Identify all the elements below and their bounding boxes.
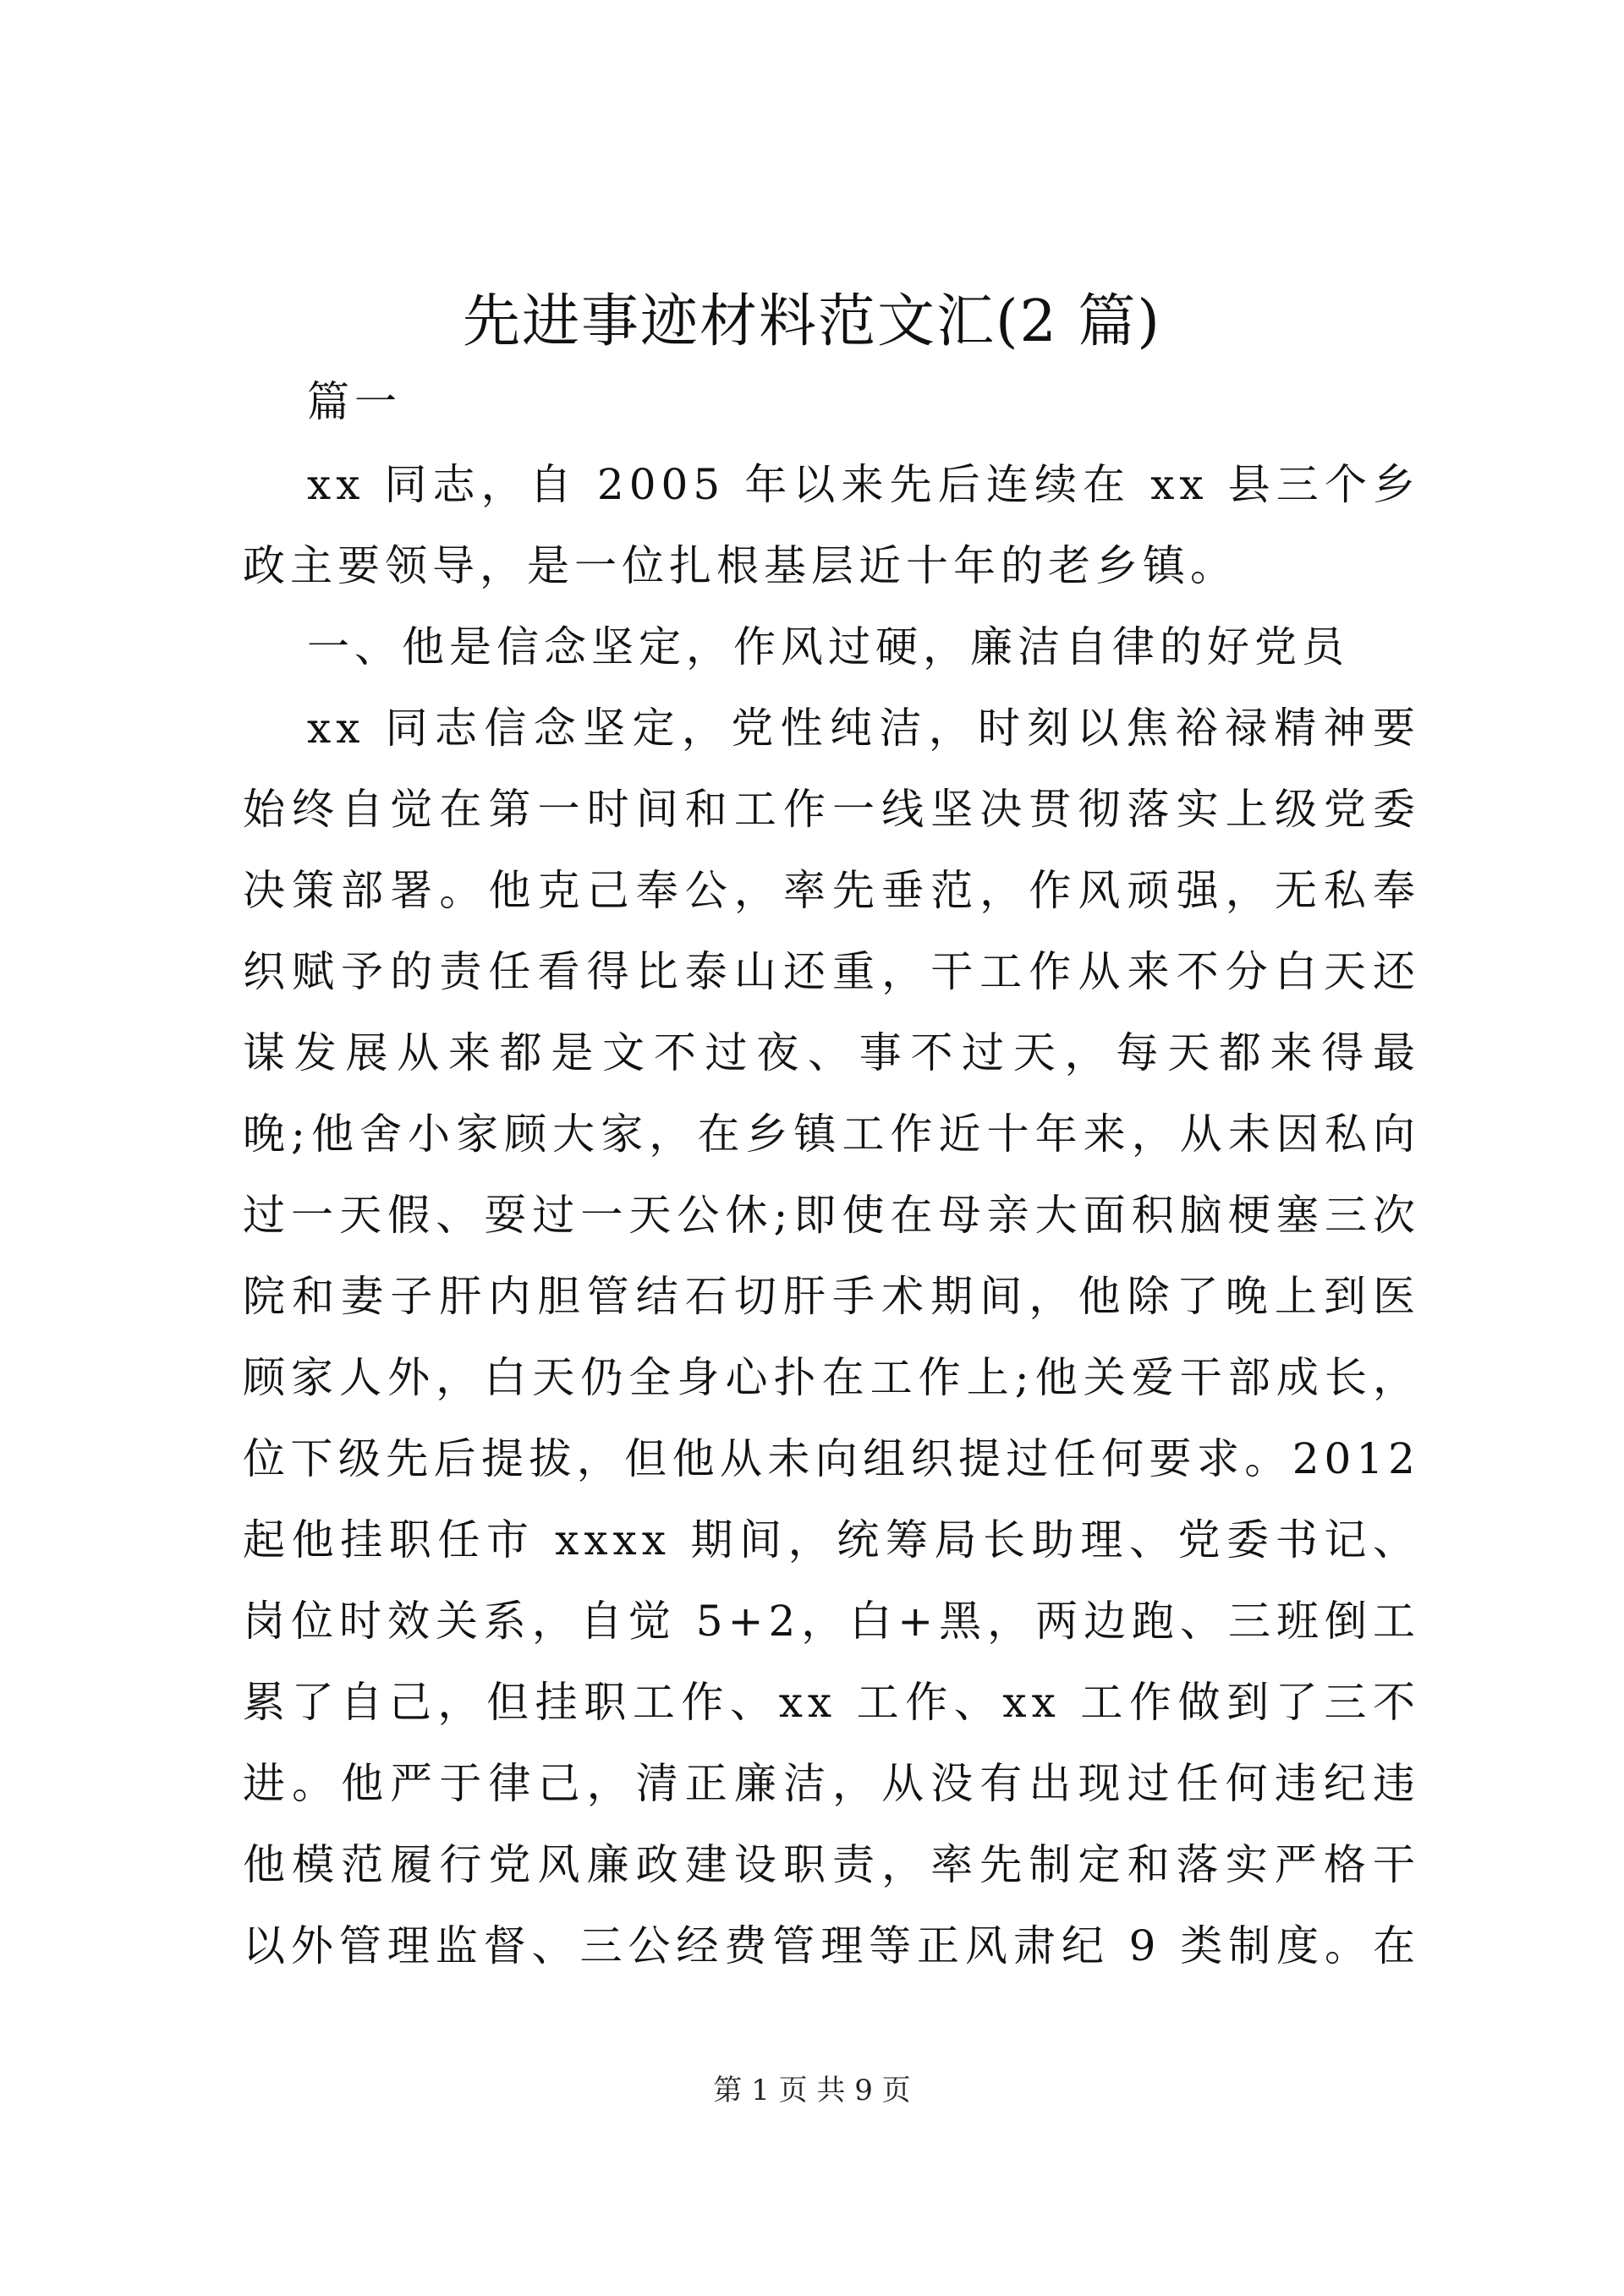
page-title: 先进事迹材料范文汇(2 篇) <box>463 288 1161 355</box>
paragraph-line: 顾家人外，白天仍全身心扑在工作上;他关爱干部成长， <box>243 1353 1420 1402</box>
paragraph-line: 岗位时效关系，自觉 5+2，白+黑，两边跑、三班倒工 <box>243 1597 1420 1646</box>
paragraph-line: 院和妻子肝内胆管结石切肝手术期间，他除了晚上到医 <box>243 1272 1420 1321</box>
paragraph-line: 过一天假、耍过一天公休;即使在母亲大面积脑梗塞三次 <box>243 1191 1420 1240</box>
paragraph-line: xx 同志信念坚定，党性纯洁，时刻以焦裕禄精神要 <box>307 704 1420 753</box>
paragraph-line: 决策部署。他克己奉公，率先垂范，作风顽强，无私奉 <box>243 866 1420 915</box>
paragraph-line: 晚;他舍小家顾大家，在乡镇工作近十年来，从未因私向 <box>243 1110 1420 1159</box>
paragraph-line: 织赋予的责任看得比泰山还重，干工作从来不分白天还 <box>243 947 1420 996</box>
page-footer: 第 1 页 共 9 页 <box>713 2074 911 2107</box>
subheading: 一、他是信念坚定，作风过硬，廉洁自律的好党员 <box>307 622 1349 671</box>
paragraph-line: 始终自觉在第一时间和工作一线坚决贯彻落实上级党委 <box>243 785 1420 834</box>
paragraph-line: 起他挂职任市 xxxx 期间，统筹局长助理、党委书记、 <box>243 1515 1420 1564</box>
paragraph-line: 谋发展从来都是文不过夜、事不过天，每天都来得最 <box>243 1028 1420 1077</box>
paragraph-line: 政主要领导，是一位扎根基层近十年的老乡镇。 <box>243 541 1237 590</box>
paragraph-line: 他模范履行党风廉政建设职责，率先制定和落实严格干 <box>243 1840 1420 1889</box>
paragraph-line: xx 同志，自 2005 年以来先后连续在 xx 县三个乡 <box>307 460 1420 509</box>
paragraph-line: 累了自己，但挂职工作、xx 工作、xx 工作做到了三不 <box>243 1678 1420 1727</box>
paragraph-line: 以外管理监督、三公经费管理等正风肃纪 9 类制度。在 <box>243 1921 1420 1970</box>
paragraph-line: 进。他严于律己，清正廉洁，从没有出现过任何违纪违 <box>243 1759 1420 1808</box>
paragraph-line: 位下级先后提拔，但他从未向组织提过任何要求。2012 <box>243 1434 1420 1483</box>
section-heading: 篇一 <box>307 377 402 426</box>
